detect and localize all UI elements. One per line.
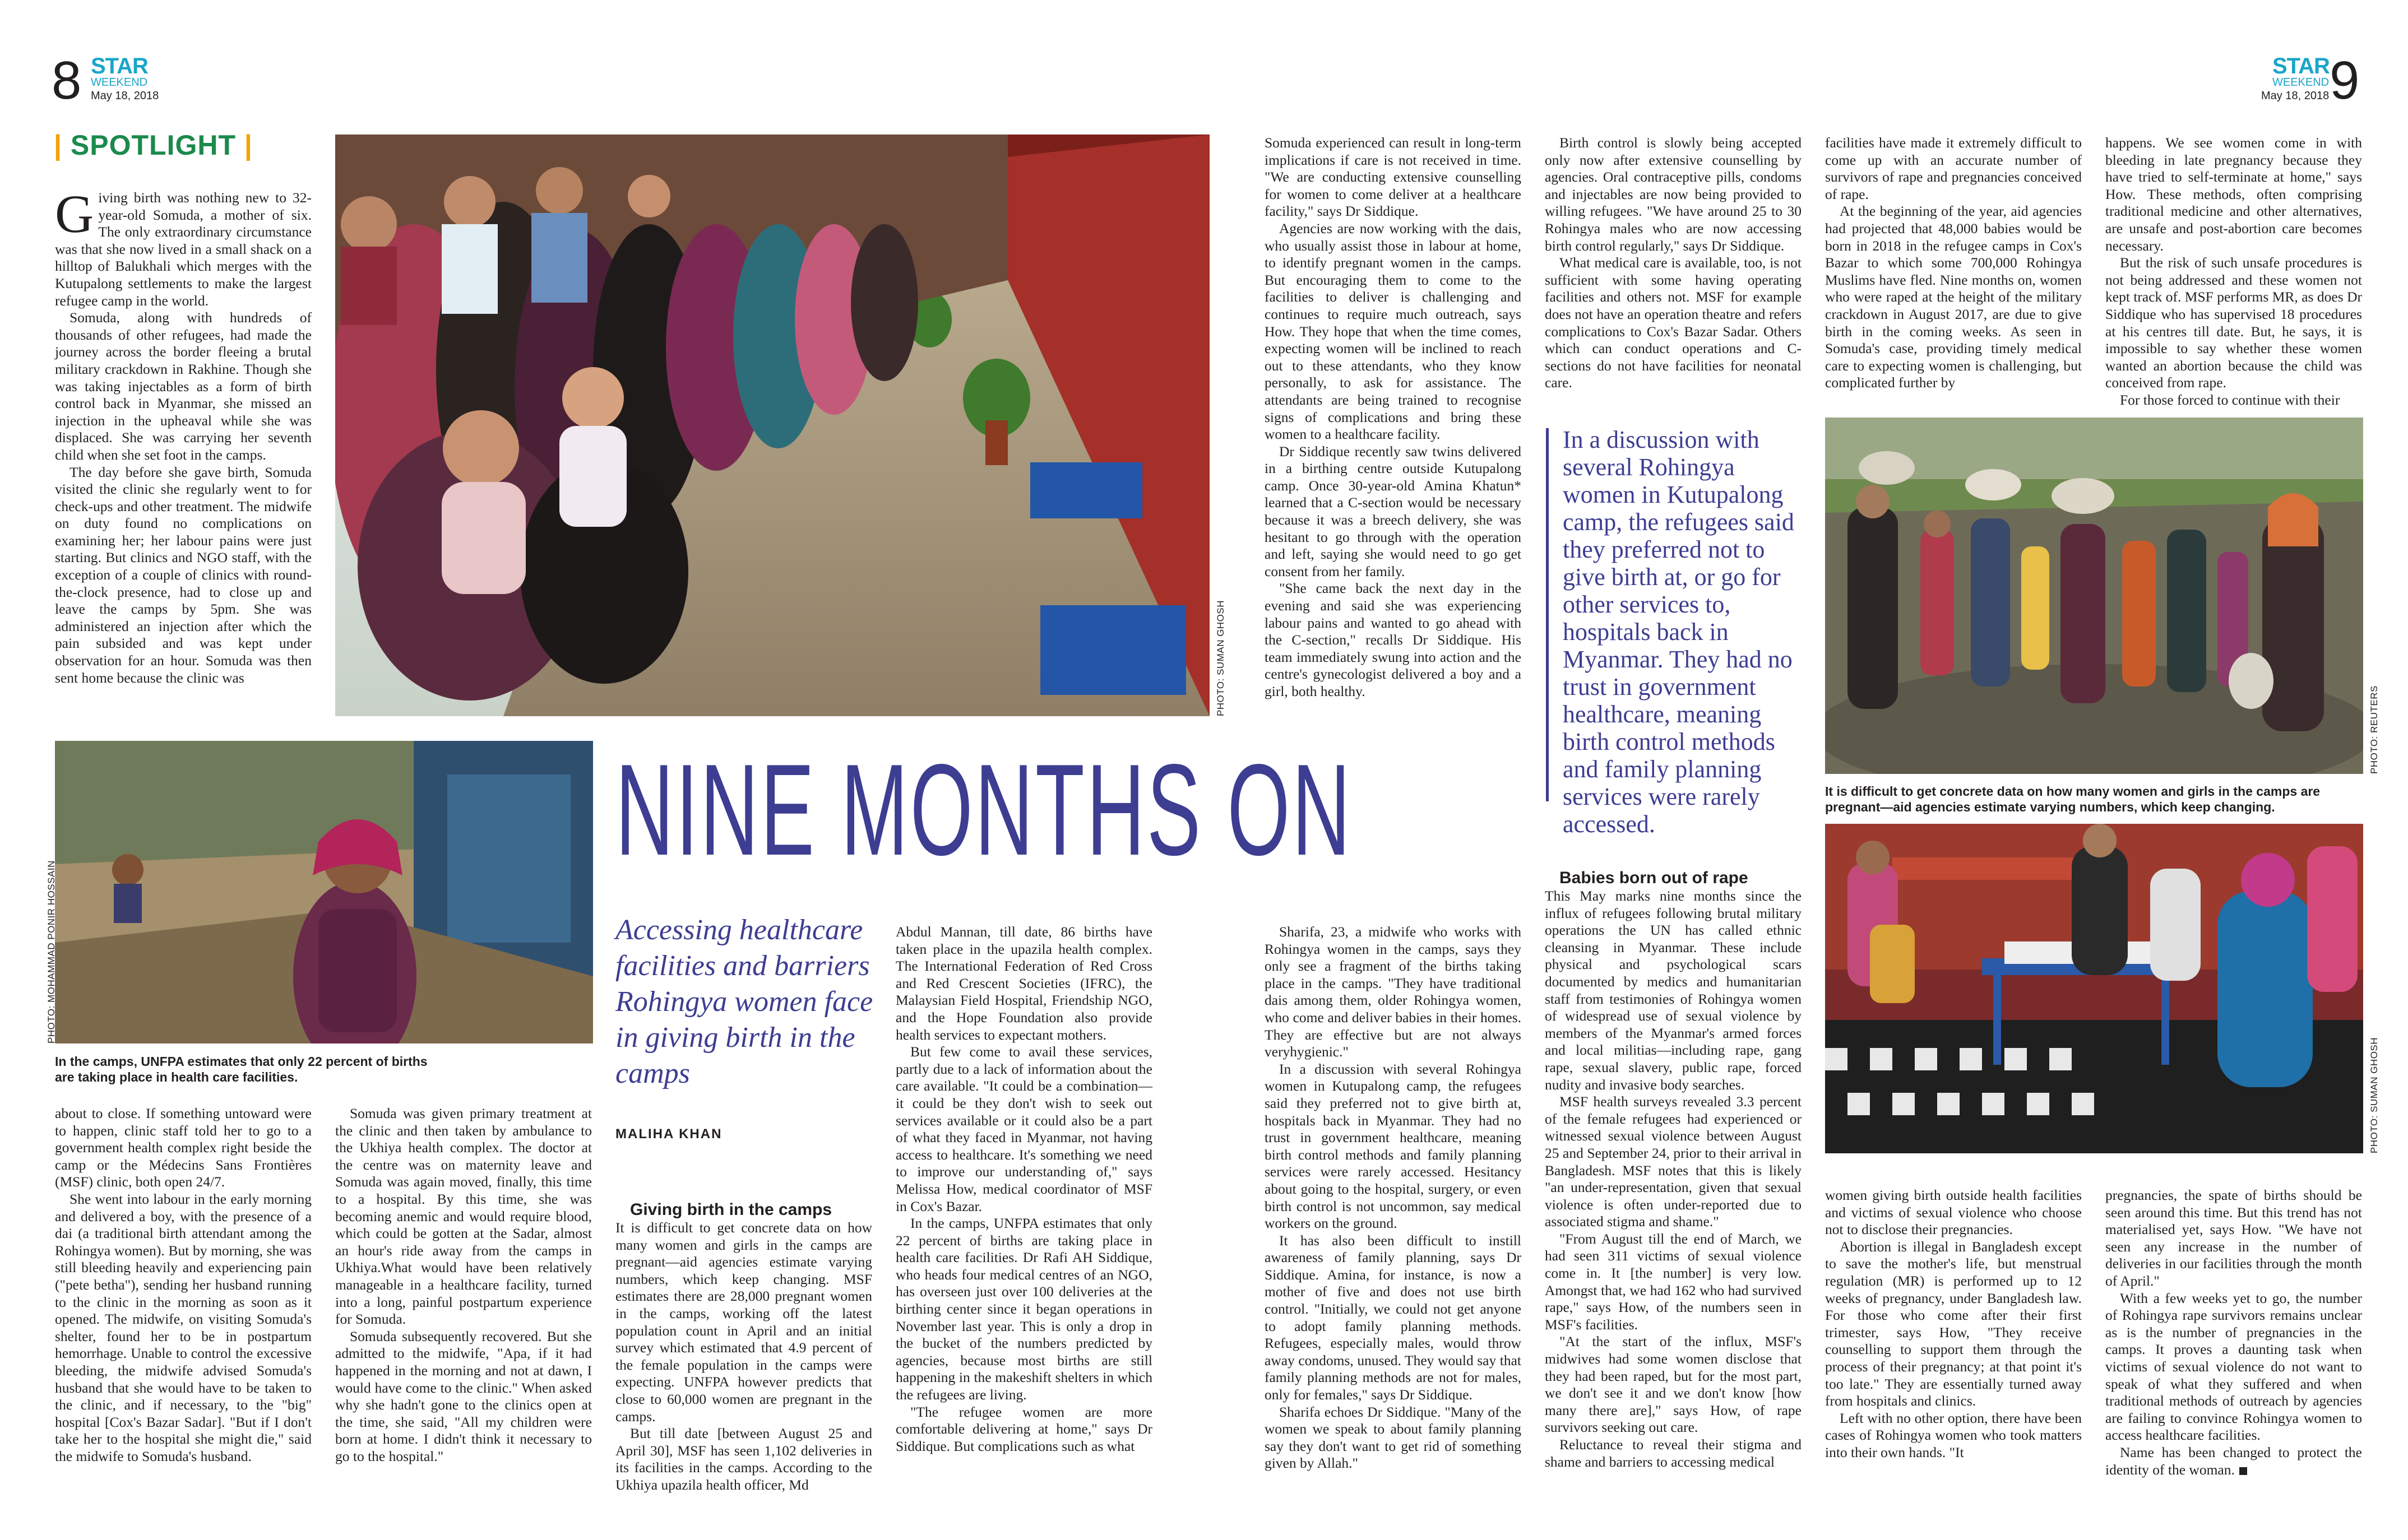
- article-column-1: [55, 184, 312, 686]
- paragraph: She went into labour in the early morning and delivered a boy, with the presence of a dai (a traditional birth attendant among the Rohingya women). But by morning, she was still bleeding heavily and experiencing pain ("pete betha"), sending her husband running to the clinic in the morning as soon as it opened. The midwife, on visiting Somuda's shelter, found her to be in postpartum hemorrhage. Unable to control the excessive bleeding, the midwife advised Somuda's husband that she would have to be taken to the clinic, and if necessary, to the "big" hospital [Cox's Bazar Sadar]. "But if I don't take her to the hospital she might die," said the midwife to Somuda's husband.: [55, 1190, 312, 1464]
- paragraph: "The refugee women are more comfortable delivering at home," says Dr Siddique. But complications such as what: [896, 1403, 1152, 1454]
- pull-quote: In a discussion with several Rohingya women in Kutupalong camp, the refugees said they preferred not to give birth at, or go for other services to, hospitals back in Myanmar. They had no trust in government healthcare, meaning birth control methods and family planning services were rarely accessed.: [1563, 426, 1794, 838]
- paragraph: "From August till the end of March, we had seen 311 victims of sexual violence come in. It [the number] is very low. Amongst that, we had 162 who had survived rape," says How, of the numbers seen in MSF's facilities.: [1545, 1230, 1802, 1333]
- article-column-4: [615, 1200, 872, 1494]
- paragraph: MSF health surveys revealed 3.3 percent of the female refugees had experienced or witnessed sexual violence between August 25 and September 24, prior to their arrival in Bangladesh. MSF notes that this is likely "an under-representation, given that sexual violence is often under-reported due to associated stigma and shame.": [1545, 1093, 1802, 1230]
- paragraph: With a few weeks yet to go, the number of Rohingya rape survivors remains unclear as is the number of pregnancies in the camps. It proves a daunting task when victims of sexual violence do not want to speak of what they suffered and when traditional methods of outreach by agencies are failing to convince Rohingya women to access healthcare facilities.: [2105, 1289, 2362, 1444]
- paragraph: What medical care is available, too, is not sufficient with some having operating facilities and others not. MSF for example does not have an operation theatre and refers complications to Cox's Bazar Sadar. Others which can conduct operations and C-sections do not have facilities for neonatal care.: [1545, 254, 1802, 391]
- article-column-7-top: [1545, 134, 1802, 392]
- paragraph: This May marks nine months since the influx of refugees following brutal military operations the UN has called ethnic cleansing in Myanmar. These include physical and psychological scars documented by medics and humanitarian staff from testimonies of Rohingya women of widespread use of sexual violence by members of the Myanmar's armed forces and local militias—including rape, gang rape, sexual slavery, public rape, forced nudity and invasive body searches.: [1545, 888, 1802, 1093]
- date-left: May 18, 2018: [91, 90, 159, 102]
- paragraph: "At the start of the influx, MSF's midwives had some women disclose that they had been raped, but for the most part, we don't see it and we don't know [how many there are]," says How, of rape survivors seeking out care.: [1545, 1333, 1802, 1436]
- paragraph: Agencies are now working with the dais, who usually assist those in labour at home, to identify pregnant women in the camps. But encouraging them to come to the facilities to deliver is challenging and continues to require much outreach, says How. They hope that when the time comes, expecting women will be inclined to reach out to these attendants, who they know personally, to ask for assistance. The attendants are being trained to recognise signs of complications and bring these women to a healthcare facility.: [1265, 220, 1521, 443]
- left-page-number: 8: [52, 50, 82, 110]
- paragraph: happens. We see women come in with bleeding in late pregnancy because they have tried to self-terminate at home," says How. These methods, often comprising traditional medicine and other alternatives, are unsafe and post-abortion care becomes necessary.: [2105, 134, 2362, 254]
- date-right: May 18, 2018: [2261, 90, 2330, 102]
- brand-sub-left: WEEKEND: [91, 76, 148, 89]
- paragraph: The day before she gave birth, Somuda visited the clinic she regularly went to for check-ups and other treatment. The midwife on duty found no complications on examining her; her labour pains were just starting. But clinics and NGO staff, with the exception of a couple of clinics with round-the-clock presence, had to close up and leave the camps by 5pm. She was administered an injection after which the pain subsided and was kept under observation for an hour. Somuda was then sent home because the clinic was: [55, 463, 312, 686]
- right-page-number: 9: [2330, 50, 2360, 110]
- photo-refugee-crowd: [1825, 418, 2363, 774]
- photo-credit-clinic: PHOTO: SUMAN GHOSH: [2369, 1037, 2379, 1153]
- paragraph: Name has been changed to protect the identity of the woman.: [2105, 1444, 2362, 1478]
- brand-logo-right: STAR: [2272, 54, 2330, 78]
- photo-credit-crowd: PHOTO: REUTERS: [2369, 685, 2379, 774]
- paragraph: For those forced to continue with their: [2120, 391, 2340, 408]
- caption-woman: In the camps, UNFPA estimates that only 22 percent of births are taking place in health care facilities.: [55, 1054, 428, 1084]
- paragraph: Somuda was given primary treatment at the clinic and then taken by ambulance to the Ukhiya health complex. The doctor at the centre was on maternity leave and Somuda was again moved, finally, this time to a hospital. By this time, she was becoming anemic and would require blood, which could be gotten at the Sadar, almost an hour's ride away from the camps in Ukhiya.What would have been relatively manageable in a healthcare facility, turned into a long, painful postpartum experience for Somuda.: [335, 1105, 592, 1328]
- paragraph: Somuda experienced can result in long-term implications if care is not received in time. "We are conducting extensive counselling for women to come deliver at a healthcare facility," says Dr Siddique.: [1265, 134, 1521, 220]
- paragraph: Somuda, along with hundreds of thousands of other refugees, had made the journey across the border fleeing a brutal military crackdown in Rakhine. Though she was taking injectables as a form of birth control back in Myanmar, she missed an injection in the upheaval while she was displaced. She was carrying her seventh child when she set foot in the camps.: [55, 309, 312, 463]
- article-column-6-top: [1265, 134, 1521, 701]
- paragraph: Abdul Mannan, till date, 86 births have taken place in the upazila health complex. The International Federation of Red Cross and Red Crescent Societies (IFRC), the Malaysian Field Hospital, Friendship NGO, and the Hope Foundation also provide health services to expectant mothers.: [896, 924, 1152, 1043]
- paragraph: In a discussion with several Rohingya women in Kutupalong camp, the refugees said they preferred not to give birth at, hospitals back in Myanmar. They had no trust in government healthcare, meaning birth control methods and family planning services were rarely accessed. Hesitancy about going to the hospital, surgery, or even birth control is not uncommon, say medical workers on the ground.: [1265, 1060, 1521, 1232]
- article-column-8-top: [1825, 134, 2082, 392]
- paragraph: Sharifa echoes Dr Siddique. "Many of the women we speak to about family planning say they don't want to get rid of something given by Allah.": [1265, 1403, 1521, 1472]
- paragraph: iving birth was nothing new to 32-year-old Somuda, a mother of six. The only extraordinary circumstance was that she now lived in a small shack on a hilltop of Balukhali which merges with the Kutupalong settlements to make the largest refugee camp in the world.: [55, 189, 312, 309]
- paragraph: facilities have made it extremely difficult to come up with an accurate number of survivors of rape and pregnancies conceived of rape.: [1825, 134, 2082, 202]
- article-column-6-bottom: [1265, 924, 1521, 1472]
- paragraph: Birth control is slowly being accepted only now after extensive counselling by agencies. Oral contraceptive pills, condoms and injectables are now being provided to willing refugees. "We have around 25 to 30 Rohingya males who are now accessing birth control regularly," says Dr Siddique.: [1545, 134, 1802, 254]
- paragraph: But the risk of such unsafe procedures is not being addressed and these women not kept track of. MSF performs MR, as does Dr Siddique who has supervised 18 procedures at his centres till date. But, he says, it is impossible to say whether these women wanted an abortion because the child was conceived from rape.: [2105, 254, 2362, 391]
- article-column-3: [335, 1105, 592, 1465]
- article-column-8-bottom: [1825, 1187, 2082, 1462]
- deck: Accessing healthcare facilities and barriers Rohingya women face in giving birth in the camps: [615, 914, 873, 1089]
- drop-cap: G: [55, 184, 94, 244]
- paragraph: But till date [between August 25 and April 30], MSF has seen 1,102 deliveries in its facilities in the camps. According to the Ukhiya upazila health officer, Md: [615, 1425, 872, 1493]
- paragraph: Sharifa, 23, a midwife who works with Rohingya women in the camps, says they only see a fragment of the births taking place in the camps. "They have traditional dais among them, older Rohingya women, who come and deliver babies in their homes. They are effective but are not always veryhygienic.": [1265, 924, 1521, 1060]
- article-column-7-bottom: [1545, 869, 1802, 1471]
- section-label-text: SPOTLIGHT: [70, 129, 237, 161]
- paragraph: But few come to avail these services, partly due to a lack of information about the care available. "It could be a combination—it could be they don't wish to seek out services available or it could also be a part of what they faced in Myanmar, not having access to healthcare. It's something we need to improve our understanding of," says Melissa How, medical coordinator of MSF in Cox's Bazar.: [896, 1043, 1152, 1214]
- paragraph: Dr Siddique recently saw twins delivered in a birthing centre outside Kutupalong camp. Once 30-year-old Amina Khatun* learned that a C-section would be necessary because it was a breech delivery, she was hesitant to go through with the operation and left, saying she would need to go get consent from her family.: [1265, 443, 1521, 579]
- article-column-5: [896, 924, 1152, 1455]
- article-column-9-top: [2105, 134, 2362, 409]
- photo-woman-camp: [55, 741, 593, 1043]
- paragraph: pregnancies, the spate of births should be seen around this time. But this trend has not materialised yet, says How. "We have not seen any increase in the number of deliveries in our facilities through the month of April.": [2105, 1187, 2362, 1289]
- headline: NINE MONTHS ON: [615, 737, 1353, 883]
- paragraph: women giving birth outside health facilities and victims of sexual violence who choose not to disclose their pregnancies.: [1825, 1187, 2082, 1238]
- byline: MALIHA KHAN: [615, 1126, 723, 1142]
- paragraph: Abortion is illegal in Bangladesh except to save the mother's life, but menstrual regulation (MR) is performed up to 12 weeks of pregnancy, under Bangladesh law. For those who come after their first trimester, says How, "They receive counselling to support them through the process of their pregnancy; at that point it's too late." They are essentially turned away from hospitals and clinics.: [1825, 1238, 2082, 1409]
- end-mark-icon: [2239, 1467, 2247, 1475]
- paragraph: "She came back the next day in the evening and said she was experiencing labour pains and wanted to go ahead with the C-section," recalls Dr Siddique. His team immediately swung into action and the centre's gynecologist delivered a boy and a girl, both healthy.: [1265, 580, 1521, 699]
- paragraph: Left with no other option, there have been cases of Rohingya women who took matters into their own hands. "It: [1825, 1409, 2082, 1460]
- pull-quote-rule: [1546, 428, 1549, 801]
- paragraph: Somuda subsequently recovered. But she admitted to the midwife, "Apa, if it had happened in the morning and not at dawn, I would have come to the clinic." When asked why she hadn't gone to the clinics open at the time, she said, "All my children were born at home. I didn't think it necessary to go to the hospital.": [335, 1328, 592, 1464]
- paragraph: It is difficult to get concrete data on how many women and girls in the camps are pregnant—aid agencies estimate varying numbers, which keep changing. MSF estimates there are 28,000 pregnant women in the camps, working off the latest population count in April and an initial survey which estimated that 4.9 percent of the female population in the camps were expecting. UNFPA however predicts that close to 60,000 women are pregnant in the camps.: [615, 1219, 872, 1425]
- caption-crowd: It is difficult to get concrete data on how many women and girls in the camps are pregnant—aid agencies estimate varying numbers, which keep changing.: [1825, 784, 2321, 814]
- paragraph: It has also been difficult to instill awareness of family planning, says Dr Siddique. Amina, for instance, is now a mother of five and does not use birth control. "Initially, we could not get anyone to adopt family planning methods. Refugees, especially males, would throw away condoms, unused. They would say that family planning methods are not for males, only for females," says Dr Siddique.: [1265, 1232, 1521, 1403]
- photo-clinic-consultation: [1825, 824, 2363, 1153]
- photo-credit-woman: PHOTO: MOHAMMAD PONIR HOSSAIN: [46, 860, 57, 1043]
- paragraph: At the beginning of the year, aid agencies had projected that 48,000 babies would be born in 2018 in the refugee camps in Cox's Bazar to which some 700,000 Rohingya Muslims have fled. Nine months on, women who were raped at the height of the military crackdown in August 2017, are due to give birth in the coming weeks. As seen in Somuda's case, providing timely medical care to expecting women is challenging, but complicated further by: [1825, 203, 2082, 391]
- article-column-9-bottom: [2105, 1187, 2362, 1478]
- subhead-babies-rape: Babies born out of rape: [1559, 869, 1748, 887]
- brand-sub-right: WEEKEND: [2272, 76, 2330, 89]
- paragraph: In the camps, UNFPA estimates that only 22 percent of births are taking place in health care facilities. Dr Rafi AH Siddique, who heads four medical centres of an NGO, has overseen just over 100 deliveries at the birthing center since it began operations in November last year. This is only a drop in the bucket of the numbers predicted by agencies, because most births are still happening in the makeshift shelters in which the refugees are living.: [896, 1215, 1152, 1403]
- article-column-2: [55, 1105, 312, 1465]
- subhead-giving-birth: Giving birth in the camps: [630, 1200, 832, 1219]
- paragraph: Reluctance to reveal their stigma and shame and barriers to accessing medical: [1545, 1436, 1802, 1470]
- section-label: | SPOTLIGHT |: [54, 129, 253, 161]
- brand-logo-left: STAR: [91, 54, 148, 78]
- paragraph: about to close. If something untoward were to happen, clinic staff told her to go to a government health complex right beside the camp or the Médecins Sans Frontières (MSF) clinic, both open 24/7.: [55, 1105, 312, 1190]
- photo-credit-main: PHOTO: SUMAN GHOSH: [1215, 600, 1226, 716]
- photo-clinic-queue: [335, 134, 1210, 716]
